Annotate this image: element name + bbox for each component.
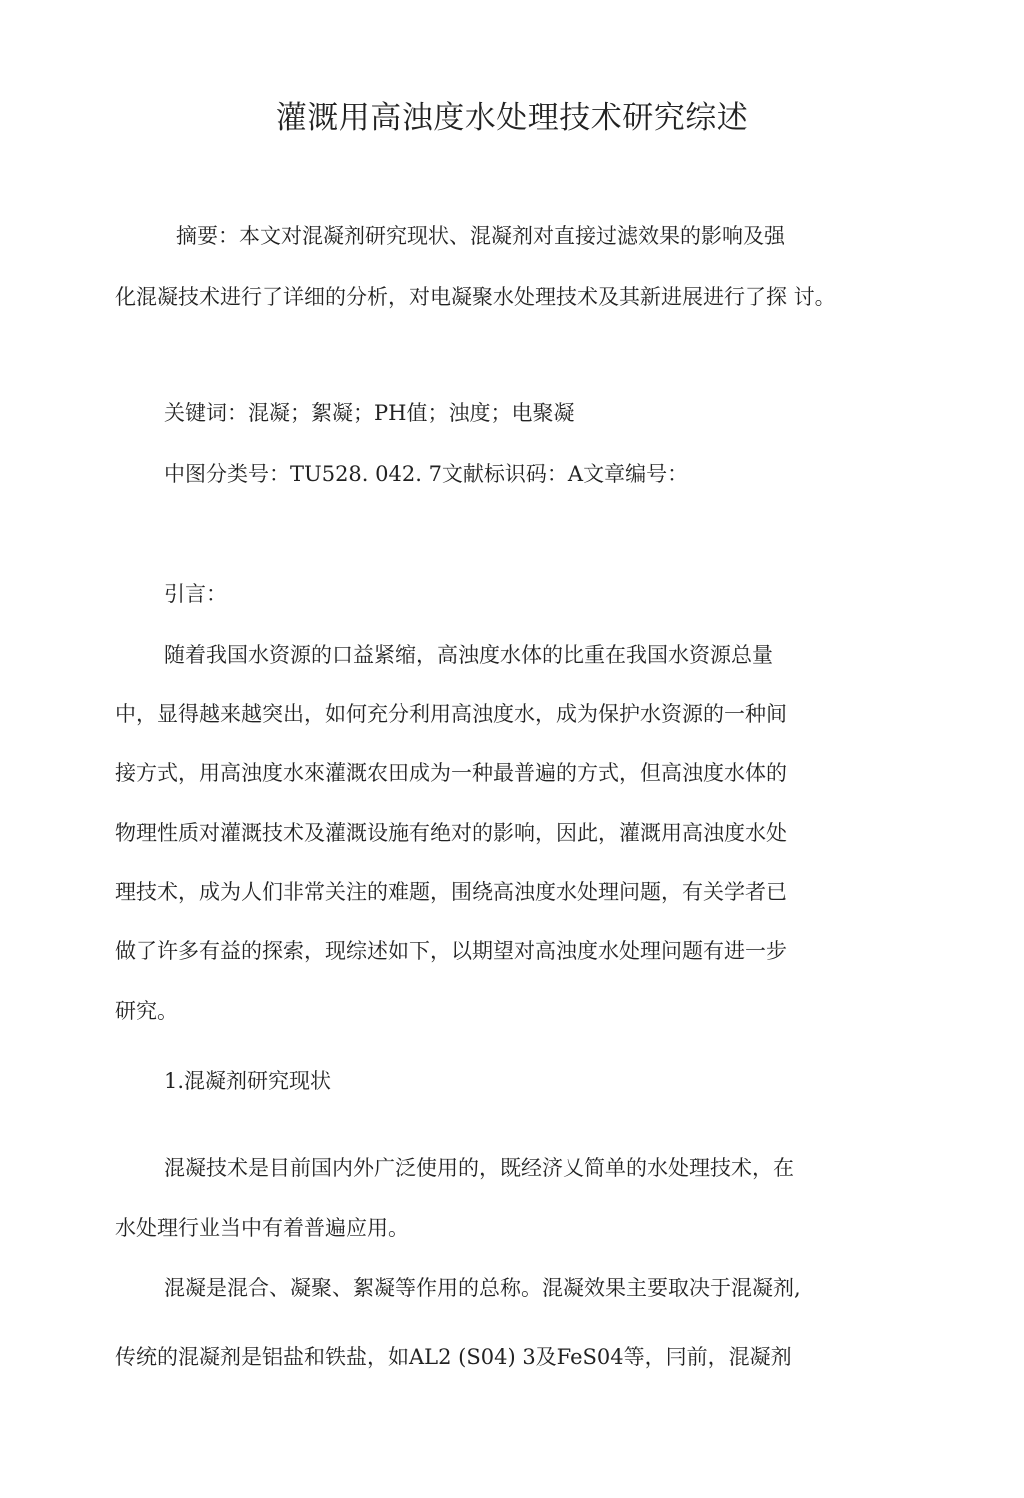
intro-line-1: 随着我国水资源的口益紧缩，高浊度水体的比重在我国水资源总量 xyxy=(164,643,773,667)
section-1-p1-line-1: 混凝技术是目前国内外广泛使用的，既经济乂简单的水处理技术，在 xyxy=(164,1156,794,1180)
abstract-line-2: 化混凝技术进行了详细的分析，对电凝聚水处理技术及其新进展进行了探 讨。 xyxy=(115,285,836,309)
intro-heading: 引言： xyxy=(164,582,227,606)
intro-line-6: 做了许多有益的探索，现综述如下，以期望对高浊度水处理问题有进一步 xyxy=(115,939,787,963)
intro-line-3: 接方式，用高浊度水來灌溉农田成为一种最普遍的方式，但高浊度水体的 xyxy=(115,761,787,785)
section-1-p1-line-2: 水处理行业当中有着普遍应用。 xyxy=(115,1216,409,1240)
classification-number: 中图分类号：TU528. 042. 7文献标识码：A文章编号： xyxy=(164,462,689,486)
section-1-heading: 1.混凝剂研究现状 xyxy=(164,1069,332,1093)
intro-line-4: 物理性质对灌溉技术及灌溉设施有绝对的影响，因此，灌溉用高浊度水处 xyxy=(115,821,787,845)
document-title: 灌溉用高浊度水处理技术研究综述 xyxy=(275,100,749,136)
section-1-p2-line-2: 传统的混凝剂是铝盐和铁盐，如AL2 (S04) 3及FeS04等，冃前，混凝剂 xyxy=(115,1345,792,1369)
section-1-p2-line-1: 混凝是混合、凝聚、絮凝等作用的总称。混凝效果主要取决于混凝剂, xyxy=(164,1276,801,1300)
intro-line-2: 中，显得越来越突出，如何充分利用高浊度水，成为保护水资源的一种间 xyxy=(115,702,787,726)
intro-line-7: 研究。 xyxy=(115,999,178,1023)
abstract-line-1: 摘要：本文对混凝剂研究现状、混凝剂对直接过滤效果的影响及强 xyxy=(176,224,785,248)
keywords: 关键词：混凝；絮凝；PH值；浊度；电聚凝 xyxy=(164,401,575,425)
intro-line-5: 理技术，成为人们非常关注的难题，围绕高浊度水处理问题，有关学者已 xyxy=(115,880,787,904)
